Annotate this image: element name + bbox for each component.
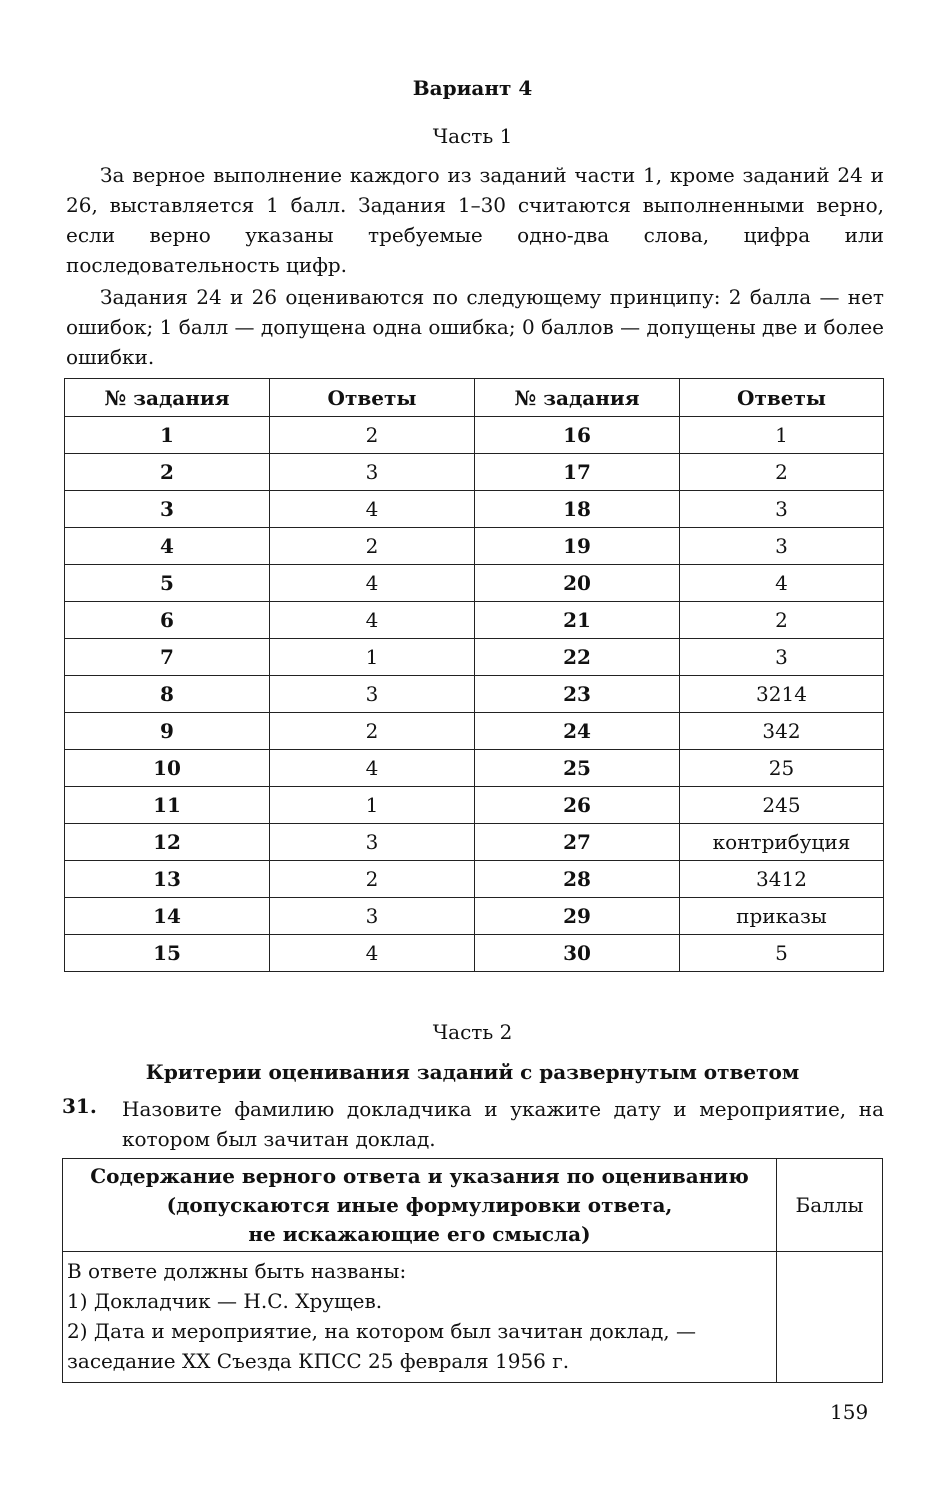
table-row bbox=[65, 528, 884, 565]
part2-subtitle: Критерии оценивания заданий с развернутым ответом bbox=[145, 1060, 800, 1084]
answer-cell: 4 bbox=[270, 935, 475, 972]
task-number-cell: 10 bbox=[65, 750, 270, 787]
table-row bbox=[65, 565, 884, 602]
table-row bbox=[65, 676, 884, 713]
answer-cell: 2 bbox=[270, 861, 475, 898]
answers-table-body bbox=[65, 417, 884, 972]
task-number-cell: 17 bbox=[475, 454, 680, 491]
answer-cell: 2 bbox=[270, 713, 475, 750]
header-answers-1: Ответы bbox=[270, 379, 475, 417]
part1-paragraph-1 bbox=[66, 160, 884, 280]
task-number-cell: 7 bbox=[65, 639, 270, 676]
criteria-header-line-2: (допускаются иные формулировки ответа, bbox=[166, 1192, 673, 1217]
task-number-cell: 1 bbox=[65, 417, 270, 454]
table-row bbox=[65, 824, 884, 861]
answer-cell: 3 bbox=[270, 824, 475, 861]
task-number-cell: 27 bbox=[475, 824, 680, 861]
task-number-cell: 18 bbox=[475, 491, 680, 528]
criteria-line-3: 2) Дата и мероприятие, на котором был зачитан доклад, — bbox=[67, 1319, 696, 1343]
answer-cell: 5 bbox=[680, 935, 884, 972]
answer-cell: 2 bbox=[680, 602, 884, 639]
task-number-cell: 12 bbox=[65, 824, 270, 861]
task-number-cell: 29 bbox=[475, 898, 680, 935]
answer-cell: 1 bbox=[680, 417, 884, 454]
variant-title: Вариант 4 bbox=[412, 76, 533, 100]
answer-cell: 3 bbox=[270, 898, 475, 935]
answers-table bbox=[64, 378, 884, 972]
task-number-cell: 2 bbox=[65, 454, 270, 491]
part2-title: Часть 2 bbox=[432, 1020, 513, 1044]
answer-cell: 3 bbox=[270, 454, 475, 491]
answer-cell: 245 bbox=[680, 787, 884, 824]
criteria-points-header: Баллы bbox=[777, 1159, 883, 1252]
table-row bbox=[65, 861, 884, 898]
answer-cell: приказы bbox=[680, 898, 884, 935]
task-number-cell: 22 bbox=[475, 639, 680, 676]
criteria-content-row bbox=[63, 1252, 883, 1383]
table-row bbox=[65, 417, 884, 454]
task-number-cell: 16 bbox=[475, 417, 680, 454]
criteria-header-row bbox=[63, 1159, 883, 1252]
table-row bbox=[65, 639, 884, 676]
part1-paragraph-1-text: За верное выполнение каждого из заданий части 1, кроме заданий 24 и 26, выставляется 1 балл. Задания 1–30 считаются выполненными верно, если верно указаны требуемые одно-два слова, цифра или последовательность цифр. bbox=[66, 163, 884, 277]
task-number-cell: 28 bbox=[475, 861, 680, 898]
task-number-cell: 4 bbox=[65, 528, 270, 565]
criteria-content-cell bbox=[63, 1252, 777, 1383]
answer-cell: 1 bbox=[270, 639, 475, 676]
task-number-cell: 25 bbox=[475, 750, 680, 787]
criteria-points-cell bbox=[777, 1252, 883, 1383]
task-number-cell: 20 bbox=[475, 565, 680, 602]
task-number-cell: 3 bbox=[65, 491, 270, 528]
answer-cell: 3 bbox=[680, 528, 884, 565]
answer-cell: 4 bbox=[680, 565, 884, 602]
answer-cell: 4 bbox=[270, 565, 475, 602]
answer-cell: 1 bbox=[270, 787, 475, 824]
task-number-cell: 5 bbox=[65, 565, 270, 602]
criteria-line-4: заседание XX Съезда КПСС 25 февраля 1956 г. bbox=[67, 1349, 570, 1373]
task-number-cell: 8 bbox=[65, 676, 270, 713]
task-number-cell: 9 bbox=[65, 713, 270, 750]
question-31-text: Назовите фамилию докладчика и укажите дату и мероприятие, на котором был зачитан доклад. bbox=[122, 1097, 884, 1151]
answer-cell: 4 bbox=[270, 602, 475, 639]
criteria-table bbox=[62, 1158, 883, 1383]
answer-cell: 3 bbox=[270, 676, 475, 713]
answer-cell: 342 bbox=[680, 713, 884, 750]
task-number-cell: 23 bbox=[475, 676, 680, 713]
table-row bbox=[65, 898, 884, 935]
answer-cell: 25 bbox=[680, 750, 884, 787]
task-number-cell: 11 bbox=[65, 787, 270, 824]
part1-title: Часть 1 bbox=[432, 124, 513, 148]
page-number: 159 bbox=[830, 1400, 869, 1424]
answer-cell: 2 bbox=[270, 417, 475, 454]
task-number-cell: 24 bbox=[475, 713, 680, 750]
answer-cell: контрибуция bbox=[680, 824, 884, 861]
table-row bbox=[65, 602, 884, 639]
header-answers-2: Ответы bbox=[680, 379, 884, 417]
task-number-cell: 21 bbox=[475, 602, 680, 639]
answer-cell: 2 bbox=[680, 454, 884, 491]
answer-cell: 3412 bbox=[680, 861, 884, 898]
answer-cell: 3 bbox=[680, 491, 884, 528]
criteria-line-1: В ответе должны быть названы: bbox=[67, 1259, 407, 1283]
table-row bbox=[65, 935, 884, 972]
task-number-cell: 14 bbox=[65, 898, 270, 935]
header-task-number-1: № задания bbox=[65, 379, 270, 417]
task-number-cell: 6 bbox=[65, 602, 270, 639]
table-row bbox=[65, 750, 884, 787]
answer-cell: 3 bbox=[680, 639, 884, 676]
answer-cell: 4 bbox=[270, 750, 475, 787]
answers-table-header-row bbox=[65, 379, 884, 417]
criteria-line-2: 1) Докладчик — Н.С. Хрущев. bbox=[67, 1289, 383, 1313]
task-number-cell: 26 bbox=[475, 787, 680, 824]
part1-paragraph-2-text: Задания 24 и 26 оцениваются по следующему принципу: 2 балла — нет ошибок; 1 балл — допущена одна ошибка; 0 баллов — допущены две и более ошибки. bbox=[66, 285, 884, 369]
criteria-header-line-3: не искажающие его смысла) bbox=[248, 1221, 591, 1246]
table-row bbox=[65, 713, 884, 750]
answer-cell: 2 bbox=[270, 528, 475, 565]
task-number-cell: 19 bbox=[475, 528, 680, 565]
question-31-number: 31. bbox=[62, 1094, 97, 1118]
table-row bbox=[65, 491, 884, 528]
answer-cell: 4 bbox=[270, 491, 475, 528]
task-number-cell: 13 bbox=[65, 861, 270, 898]
task-number-cell: 15 bbox=[65, 935, 270, 972]
table-row bbox=[65, 454, 884, 491]
answer-cell: 3214 bbox=[680, 676, 884, 713]
header-task-number-2: № задания bbox=[475, 379, 680, 417]
part1-paragraph-2 bbox=[66, 282, 884, 372]
table-row bbox=[65, 787, 884, 824]
criteria-header-line-1: Содержание верного ответа и указания по оцениванию bbox=[90, 1163, 749, 1188]
task-number-cell: 30 bbox=[475, 935, 680, 972]
criteria-content-header bbox=[63, 1159, 777, 1252]
